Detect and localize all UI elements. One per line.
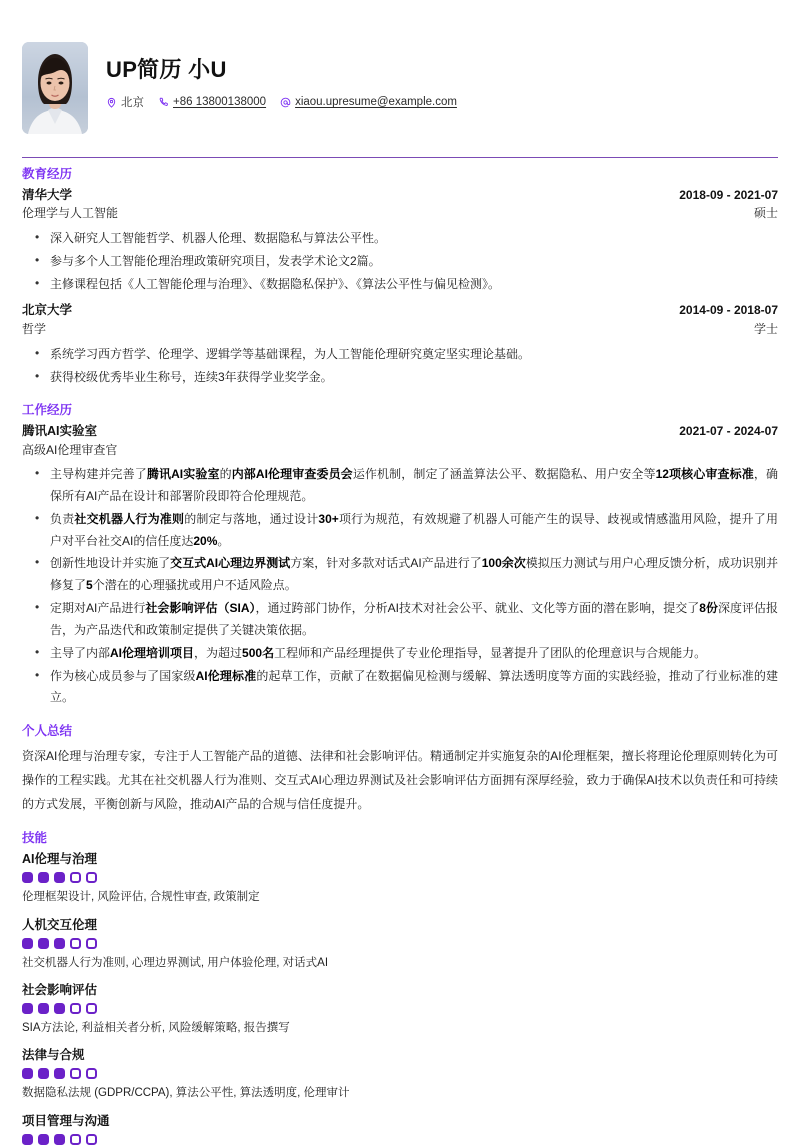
skill-description: 数据隐私法规 (GDPR/CCPA), 算法公平性, 算法透明度, 伦理审计 (22, 1087, 350, 1100)
skill-dot-filled (54, 938, 65, 949)
entry-role: 哲学 (22, 322, 47, 337)
skill-dot-filled (38, 1003, 49, 1014)
contact-location (106, 94, 144, 110)
skill-name: 社会影响评估 (22, 983, 98, 998)
skill-dot-filled (38, 872, 49, 883)
skill-level-meter (22, 1003, 778, 1014)
at-sign-icon (280, 97, 291, 108)
bullet-item: • 定期对AI产品进行社会影响评估（SIA），通过跨部门协作，分析AI技术对社会公平、就业、文化等方面的潜在影响，提交了8份深度评估报告，为产品迭代和政策制定提供了关键决策依据。 (22, 598, 778, 642)
location-text: 北京 (121, 97, 144, 110)
skill-list (22, 849, 778, 1145)
bullet-item: • 深入研究人工智能哲学、机器人伦理、数据隐私与算法公平性。 (22, 228, 778, 250)
section-summary (22, 723, 778, 816)
contact-row (106, 94, 465, 110)
skill-level-meter (22, 872, 778, 883)
location-pin-icon (106, 97, 117, 108)
bullet-item: • 获得校级优秀毕业生称号，连续3年获得学业奖学金。 (22, 367, 778, 389)
skill-dot-empty (70, 1068, 81, 1079)
skill-dot-empty (70, 1003, 81, 1014)
education-entry-list (22, 186, 778, 389)
entry-role: 高级AI伦理审查官 (22, 442, 118, 457)
entry-header (22, 422, 778, 441)
section-title-education: 教育经历 (22, 167, 73, 181)
skill-name: 人机交互伦理 (22, 917, 98, 932)
skill-dot-filled (22, 872, 33, 883)
header-text (106, 42, 465, 110)
entry-organization: 清华大学 (22, 187, 73, 202)
entry-subheader (22, 320, 778, 339)
section-education (22, 166, 778, 388)
entry-dates: 2021-07 - 2024-07 (679, 423, 778, 438)
skill-item (22, 980, 778, 1037)
entry (22, 301, 778, 388)
skill-description: 伦理框架设计, 风险评估, 合规性审查, 政策制定 (22, 891, 260, 904)
entry (22, 422, 778, 709)
phone-icon (158, 97, 169, 108)
skill-description: 社交机器人行为准则, 心理边界测试, 用户体验伦理, 对话式AI (22, 956, 329, 969)
skill-dot-empty (86, 872, 97, 883)
entry-organization: 腾讯AI实验室 (22, 423, 98, 438)
entry-bullet-list (22, 228, 778, 295)
section-title-work: 工作经历 (22, 403, 73, 418)
section-work (22, 402, 778, 709)
skill-dot-empty (86, 1068, 97, 1079)
skill-dot-filled (54, 872, 65, 883)
entry (22, 186, 778, 296)
skill-dot-filled (38, 1068, 49, 1079)
contact-phone[interactable] (158, 96, 266, 108)
summary-text: 资深AI伦理与治理专家，专注于人工智能产品的道德、法律和社会影响评估。精通制定并实施复杂的AI伦理框架，擅长将理论伦理原则转化为可操作的工程实践。尤其在社交机器人行为准则、交互式AI心理边界测试及社会影响评估方面拥有深厚经验，致力于确保AI技术以负责任和可持续的方式发展，平衡创新与风险，推动AI产品的合规与信任度提升。 (22, 748, 778, 811)
entry-role: 伦理学与人工智能 (22, 206, 119, 221)
entry-organization: 北京大学 (22, 303, 73, 318)
skill-dot-filled (38, 1134, 49, 1145)
skill-dot-filled (22, 938, 33, 949)
skill-level-meter (22, 1134, 778, 1145)
skill-dot-filled (54, 1003, 65, 1014)
bullet-item: • 系统学习西方哲学、伦理学、逻辑学等基础课程，为人工智能伦理研究奠定坚实理论基础。 (22, 344, 778, 366)
skill-dot-filled (22, 1068, 33, 1079)
entry-subheader (22, 441, 778, 460)
section-title-skills: 技能 (22, 830, 48, 845)
entry-subheader (22, 204, 778, 223)
page-title: UP简历 小U (106, 57, 227, 82)
skill-item (22, 1045, 778, 1102)
bullet-item: • 主修课程包括《人工智能伦理与治理》、《数据隐私保护》、《算法公平性与偏见检测》。 (22, 274, 778, 296)
resume-header (22, 42, 778, 134)
skill-item (22, 1111, 778, 1145)
skill-dot-empty (70, 938, 81, 949)
bullet-item: • 主导构建并完善了腾讯AI实验室的内部AI伦理审查委员会运作机制，制定了涵盖算法公平、数据隐私、用户安全等12项核心审查标准，确保所有AI产品在设计和部署阶段即符合伦理规范。 (22, 464, 778, 508)
skill-dot-filled (22, 1134, 33, 1145)
bullet-item: • 主导了内部AI伦理培训项目，为超过500名工程师和产品经理提供了专业伦理指导，显著提升了团队的伦理意识与合规能力。 (22, 643, 778, 665)
section-skills (22, 830, 778, 1145)
entry-degree: 硕士 (753, 206, 778, 221)
skill-dot-filled (38, 938, 49, 949)
skill-dot-filled (54, 1134, 65, 1145)
skill-name: 项目管理与沟通 (22, 1113, 110, 1128)
bullet-item: • 作为核心成员参与了国家级AI伦理标准的起草工作，贡献了在数据偏见检测与缓解、算法透明度等方面的实践经验，推动了行业标准的建立。 (22, 666, 778, 710)
skill-level-meter (22, 938, 778, 949)
avatar (22, 42, 88, 134)
skill-name: AI伦理与治理 (22, 852, 98, 867)
section-title-summary: 个人总结 (22, 724, 73, 739)
skill-dot-empty (70, 1134, 81, 1145)
entry-dates: 2018-09 - 2021-07 (679, 187, 778, 202)
work-entry-list (22, 422, 778, 709)
bullet-item: • 参与多个人工智能伦理治理政策研究项目，发表学术论文2篇。 (22, 251, 778, 273)
entry-header (22, 301, 778, 320)
entry-bullet-list (22, 464, 778, 709)
bullet-item: • 负责社交机器人行为准则的制定与落地，通过设计30+项行为规范，有效规避了机器人可能产生的误导、歧视或情感滥用风险，提升了用户对平台社交AI的信任度达20%。 (22, 509, 778, 553)
contact-email[interactable] (280, 96, 457, 108)
entry-dates: 2014-09 - 2018-07 (679, 303, 778, 318)
skill-description: SIA方法论, 利益相关者分析, 风险缓解策略, 报告撰写 (22, 1022, 290, 1035)
email-link[interactable]: xiaou.upresume@example.com (295, 96, 457, 109)
skill-item (22, 915, 778, 972)
skill-dot-filled (54, 1068, 65, 1079)
bullet-item: • 创新性地设计并实施了交互式AI心理边界测试方案，针对多款对话式AI产品进行了100余次模拟压力测试与用户心理反馈分析，成功识别并修复了5个潜在的心理骚扰或用户不适风险点。 (22, 553, 778, 597)
header-divider (22, 157, 778, 158)
skill-dot-empty (86, 1003, 97, 1014)
skill-dot-empty (70, 872, 81, 883)
skill-dot-empty (86, 1134, 97, 1145)
skill-name: 法律与合规 (22, 1048, 85, 1063)
skill-dot-empty (86, 938, 97, 949)
skill-item (22, 849, 778, 906)
entry-bullet-list (22, 344, 778, 389)
entry-header (22, 186, 778, 205)
entry-degree: 学士 (753, 322, 778, 337)
skill-level-meter (22, 1068, 778, 1079)
phone-link[interactable]: +86 13800138000 (173, 96, 267, 109)
skill-dot-filled (22, 1003, 33, 1014)
